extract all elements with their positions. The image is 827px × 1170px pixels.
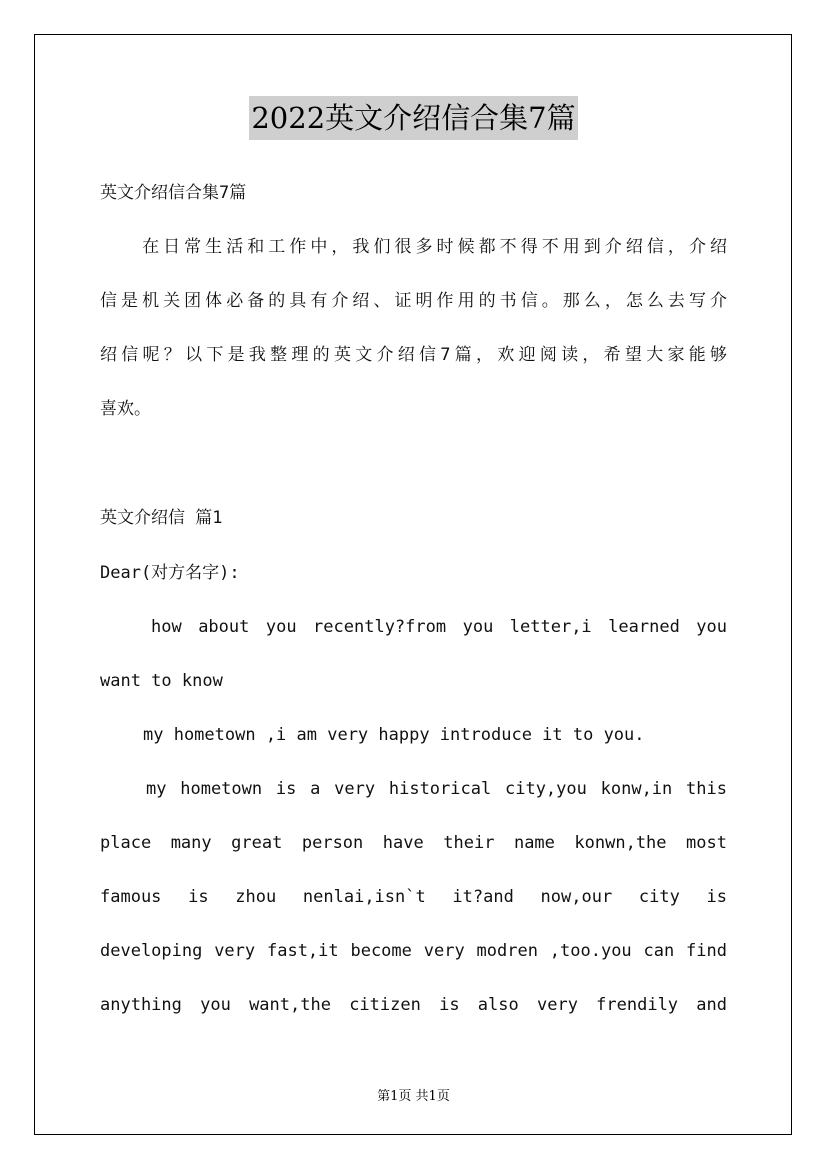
body-line: want to know (100, 671, 223, 691)
document-subtitle: 英文介绍信合集7篇 (100, 183, 247, 203)
intro-line: 绍信呢？以下是我整理的英文介绍信7篇，欢迎阅读，希望大家能够 (100, 345, 727, 365)
document-title: 2022英文介绍信合集7篇 (249, 96, 577, 140)
body-line: how about you recently?from you letter,i learned you (151, 617, 727, 637)
body-line: my hometown ,i am very happy introduce it to you. (143, 725, 645, 745)
section-heading: 英文介绍信 篇1 (100, 508, 223, 528)
body-line: developing very fast,it become very modren ,too.you can find (100, 941, 727, 961)
title-container (0, 96, 827, 140)
page-footer: 第1页 共1页 (377, 1089, 450, 1104)
salutation: Dear(对方名字): (100, 563, 240, 583)
intro-line: 在日常生活和工作中，我们很多时候都不得不用到介绍信，介绍 (100, 237, 727, 257)
body-line: my hometown is a very historical city,you konw,in this (146, 779, 727, 799)
intro-line: 信是机关团体必备的具有介绍、证明作用的书信。那么，怎么去写介 (100, 291, 727, 311)
body-line: anything you want,the citizen is also very frendily and (100, 995, 727, 1015)
body-line: place many great person have their name konwn,the most (100, 833, 727, 853)
intro-line: 喜欢。 (100, 399, 151, 419)
body-line: famous is zhou nenlai,isn`t it?and now,our city is (100, 887, 727, 907)
